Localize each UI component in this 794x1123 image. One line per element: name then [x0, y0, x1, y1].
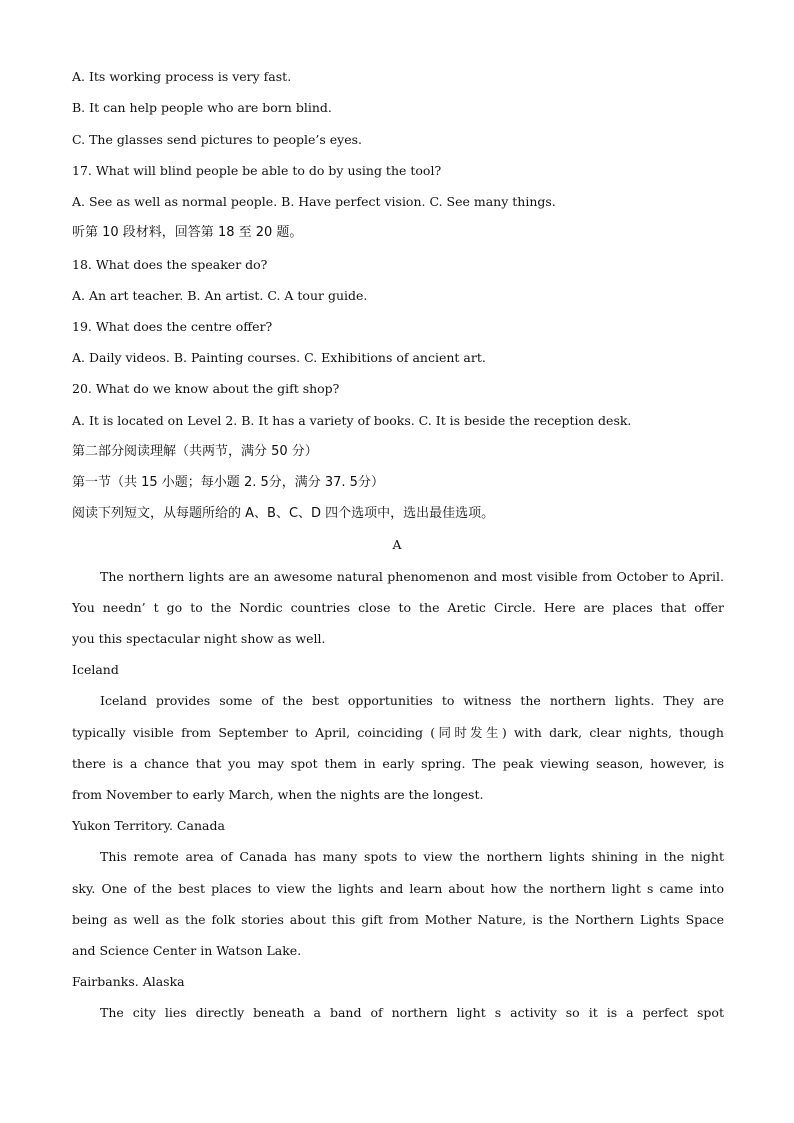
reading-instruction: 阅读下列短文，从每题所给的 A、B、C、D 四个选项中，选出最佳选项。 — [72, 506, 495, 521]
passage-line: This remote area of Canada has many spots to view the northern lights shining in the night — [100, 849, 724, 864]
section-heading-part1: 第一节（共 15 小题；每小题 2. 5分，满分 37. 5分） — [72, 475, 384, 490]
passage-line: Iceland provides some of the best opportunities to witness the northern lights. They are — [100, 693, 724, 708]
passage-line: sky. One of the best places to view the lights and learn about how the northern light s came into — [72, 881, 724, 896]
question-19-options: A. Daily videos. B. Painting courses. C. Exhibitions of ancient art. — [72, 350, 486, 365]
passage-line: being as well as the folk stories about this gift from Mother Nature, is the Northern Lights Space — [72, 912, 724, 927]
passage-line: You needn’ t go to the Nordic countries close to the Aretic Circle. Here are places that offer — [72, 600, 724, 615]
listening-instruction: 听第 10 段材料，回答第 18 至 20 题。 — [72, 225, 303, 240]
passage-label: A — [392, 537, 402, 552]
passage-line: The northern lights are an awesome natural phenomenon and most visible from October to April. — [100, 569, 724, 584]
question-17-options: A. See as well as normal people. B. Have perfect vision. C. See many things. — [72, 194, 556, 209]
question-19: 19. What does the centre offer? — [72, 319, 273, 334]
section-heading-part2: 第二部分阅读理解（共两节，满分 50 分） — [72, 444, 318, 459]
passage-line: typically visible from September to April, coinciding (同时发生) with dark, clear nights, though — [72, 725, 724, 740]
subheading-yukon: Yukon Territory. Canada — [72, 818, 225, 833]
option-a-line: A. Its working process is very fast. — [72, 69, 292, 84]
passage-line: The city lies directly beneath a band of northern light s activity so it is a perfect spot — [100, 1005, 724, 1020]
passage-line: there is a chance that you may spot them in early spring. The peak viewing season, however, is — [72, 756, 724, 771]
passage-line: you this spectacular night show as well. — [72, 631, 326, 646]
option-b-line: B. It can help people who are born blind. — [72, 100, 332, 115]
passage-line: from November to early March, when the nights are the longest. — [72, 787, 484, 802]
subheading-fairbanks: Fairbanks. Alaska — [72, 974, 185, 989]
question-20: 20. What do we know about the gift shop? — [72, 381, 340, 396]
question-18: 18. What does the speaker do? — [72, 257, 268, 272]
question-17: 17. What will blind people be able to do by using the tool? — [72, 163, 442, 178]
passage-line: and Science Center in Watson Lake. — [72, 943, 302, 958]
subheading-iceland: Iceland — [72, 662, 119, 677]
question-20-options: A. It is located on Level 2. B. It has a variety of books. C. It is beside the reception desk. — [72, 413, 632, 428]
question-18-options: A. An art teacher. B. An artist. C. A tour guide. — [72, 288, 368, 303]
option-c-line: C. The glasses send pictures to people’s eyes. — [72, 132, 363, 147]
